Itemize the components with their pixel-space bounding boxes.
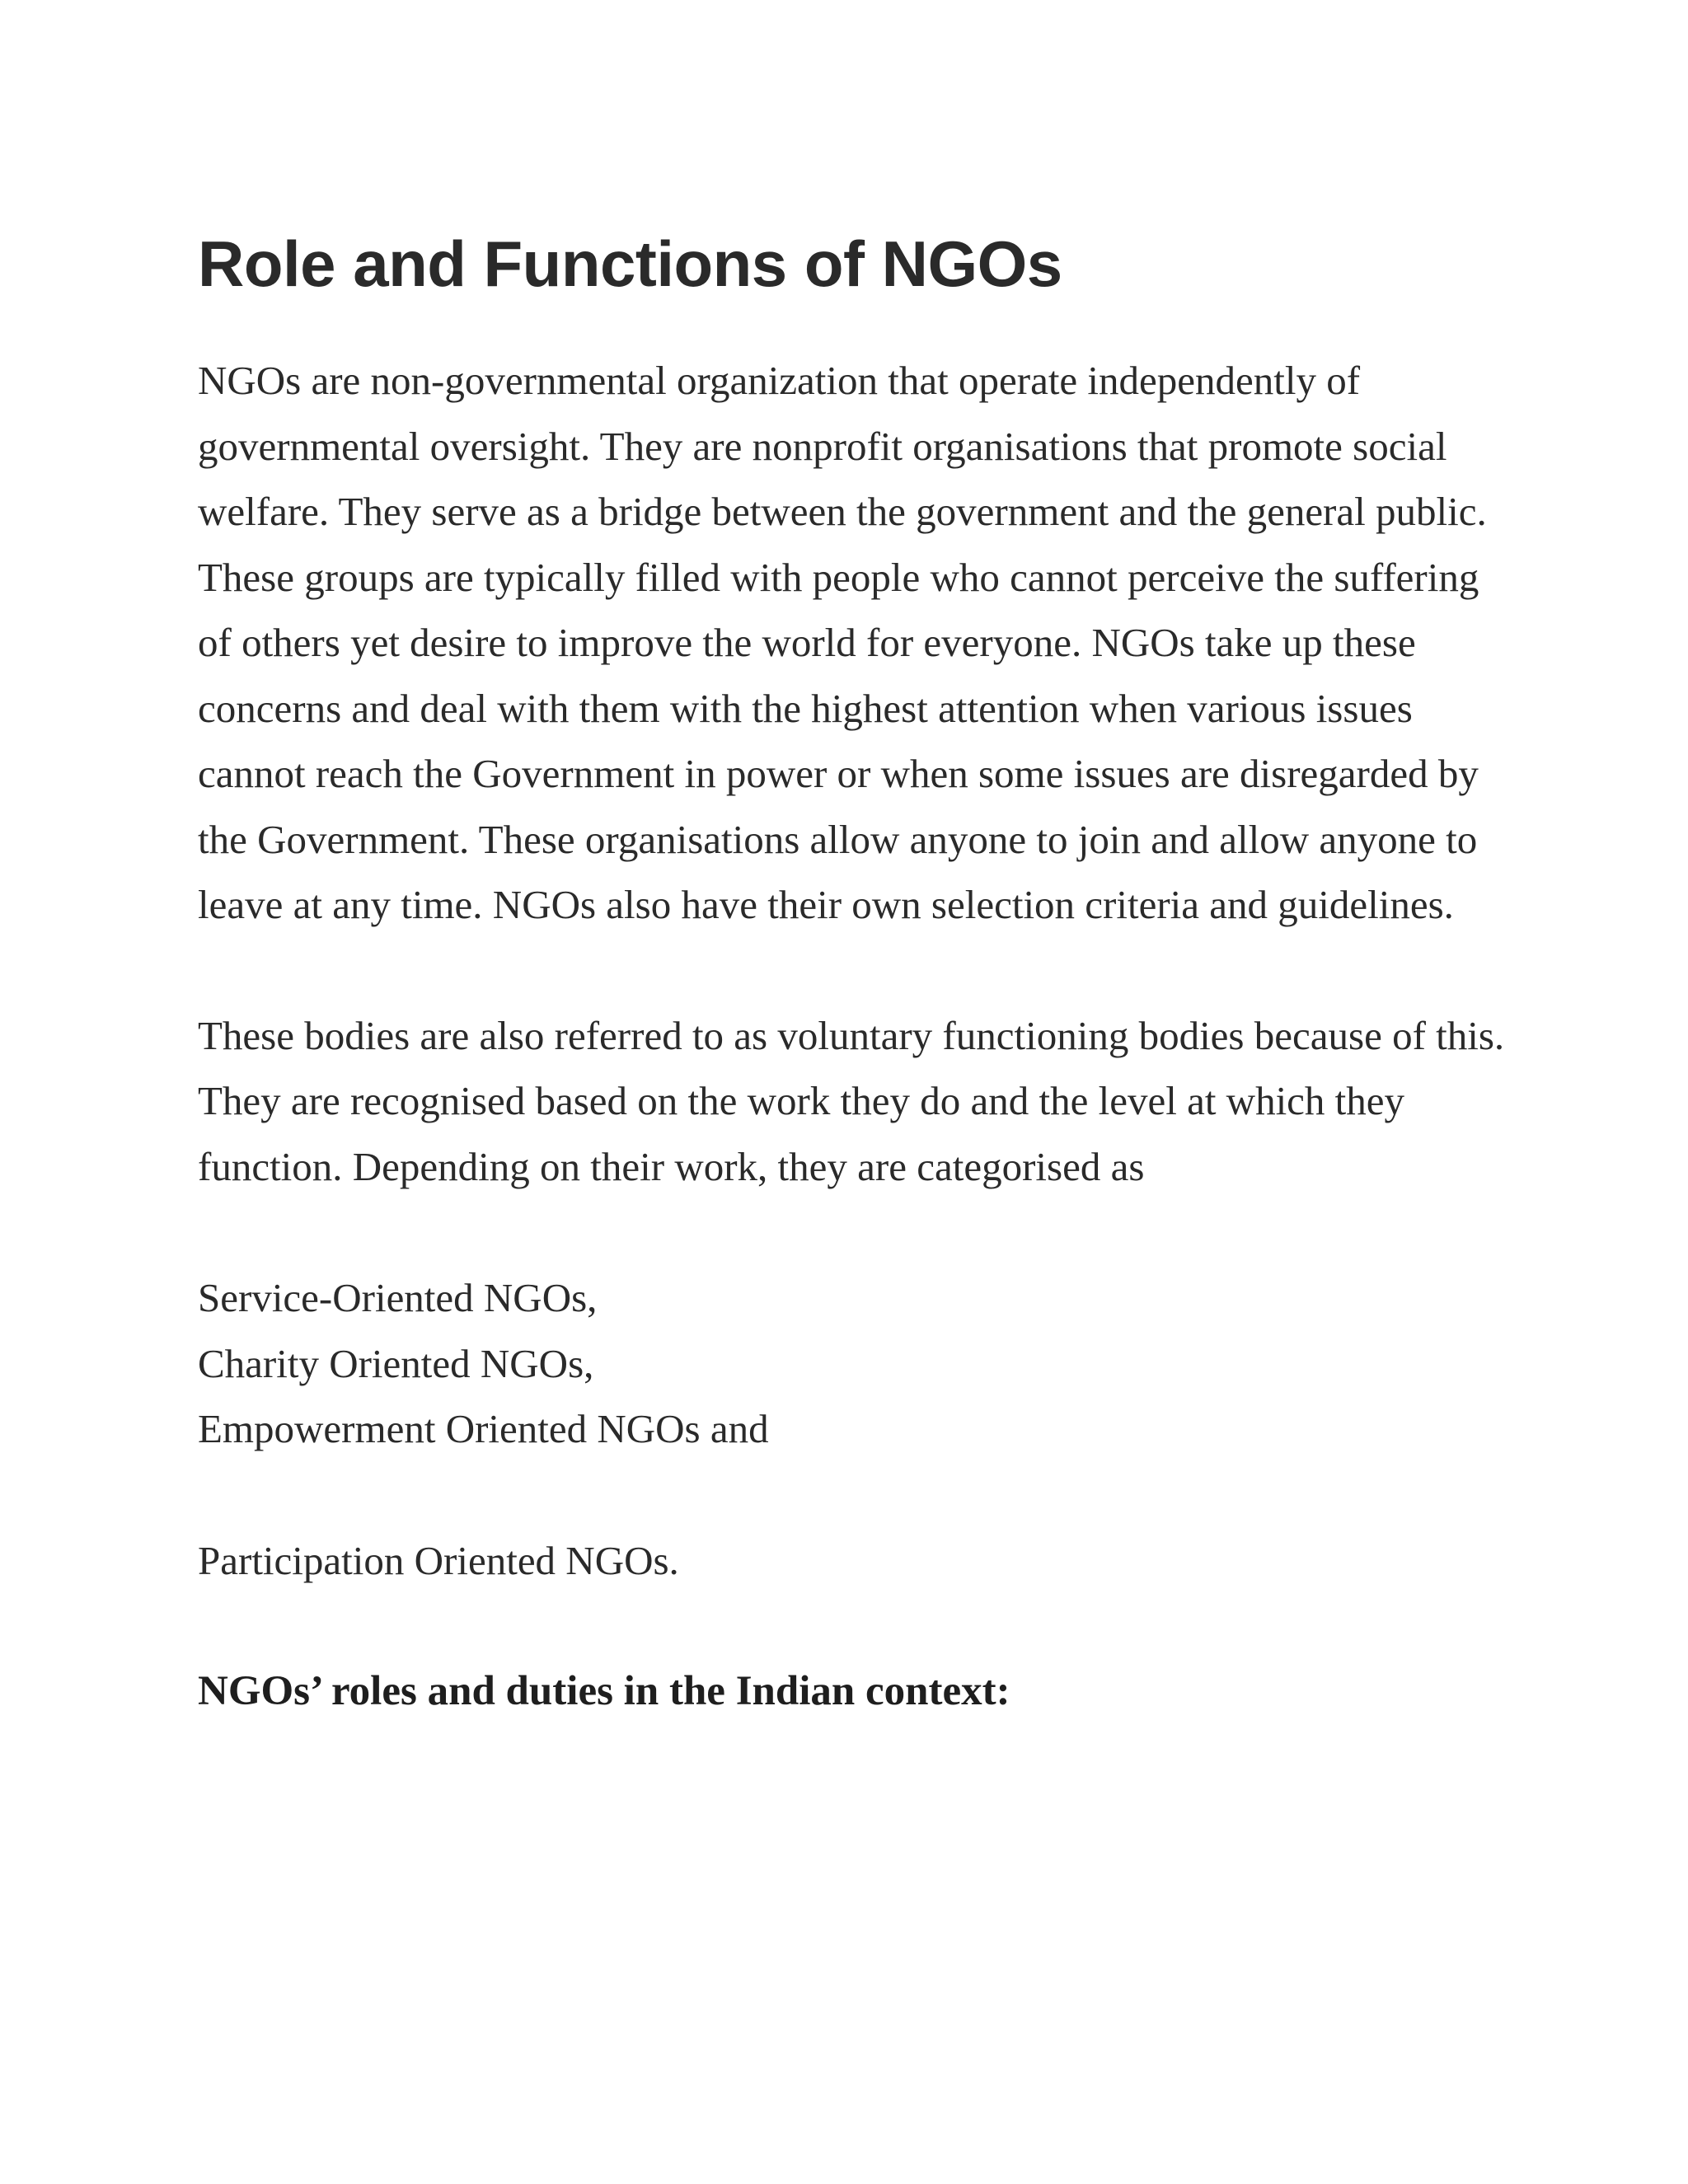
ngo-category-list	[198, 1265, 1517, 1462]
intro-paragraph: NGOs are non-governmental organization that operate independently of governmental oversight. They are nonprofit organisations that promote social welfare. They serve as a bridge between the government and the general public. These groups are typically filled with people who cannot perceive the suffering of others yet desire to improve the world for everyone. NGOs take up these concerns and deal with them with the highest attention when various issues cannot reach the Government in power or when some issues are disregarded by the Government. These organisations allow anyone to join and allow anyone to leave at any time. NGOs also have their own selection criteria and guidelines.	[198, 358, 1487, 927]
list-item: Charity Oriented NGOs,	[198, 1340, 594, 1386]
list-item: Service-Oriented NGOs,	[198, 1275, 598, 1320]
section-heading: NGOs’ roles and duties in the Indian context:	[198, 1668, 1010, 1714]
list-item-participation: Participation Oriented NGOs.	[198, 1537, 679, 1583]
document-body	[198, 223, 1517, 1725]
categorisation-paragraph: These bodies are also referred to as voluntary functioning bodies because of this. They are recognised based on the work they do and the level at which they function. Depending on their work, they are categorised as	[198, 1012, 1505, 1189]
page-title: Role and Functions of NGOs	[198, 227, 1062, 300]
list-item: Empowerment Oriented NGOs and	[198, 1406, 769, 1451]
